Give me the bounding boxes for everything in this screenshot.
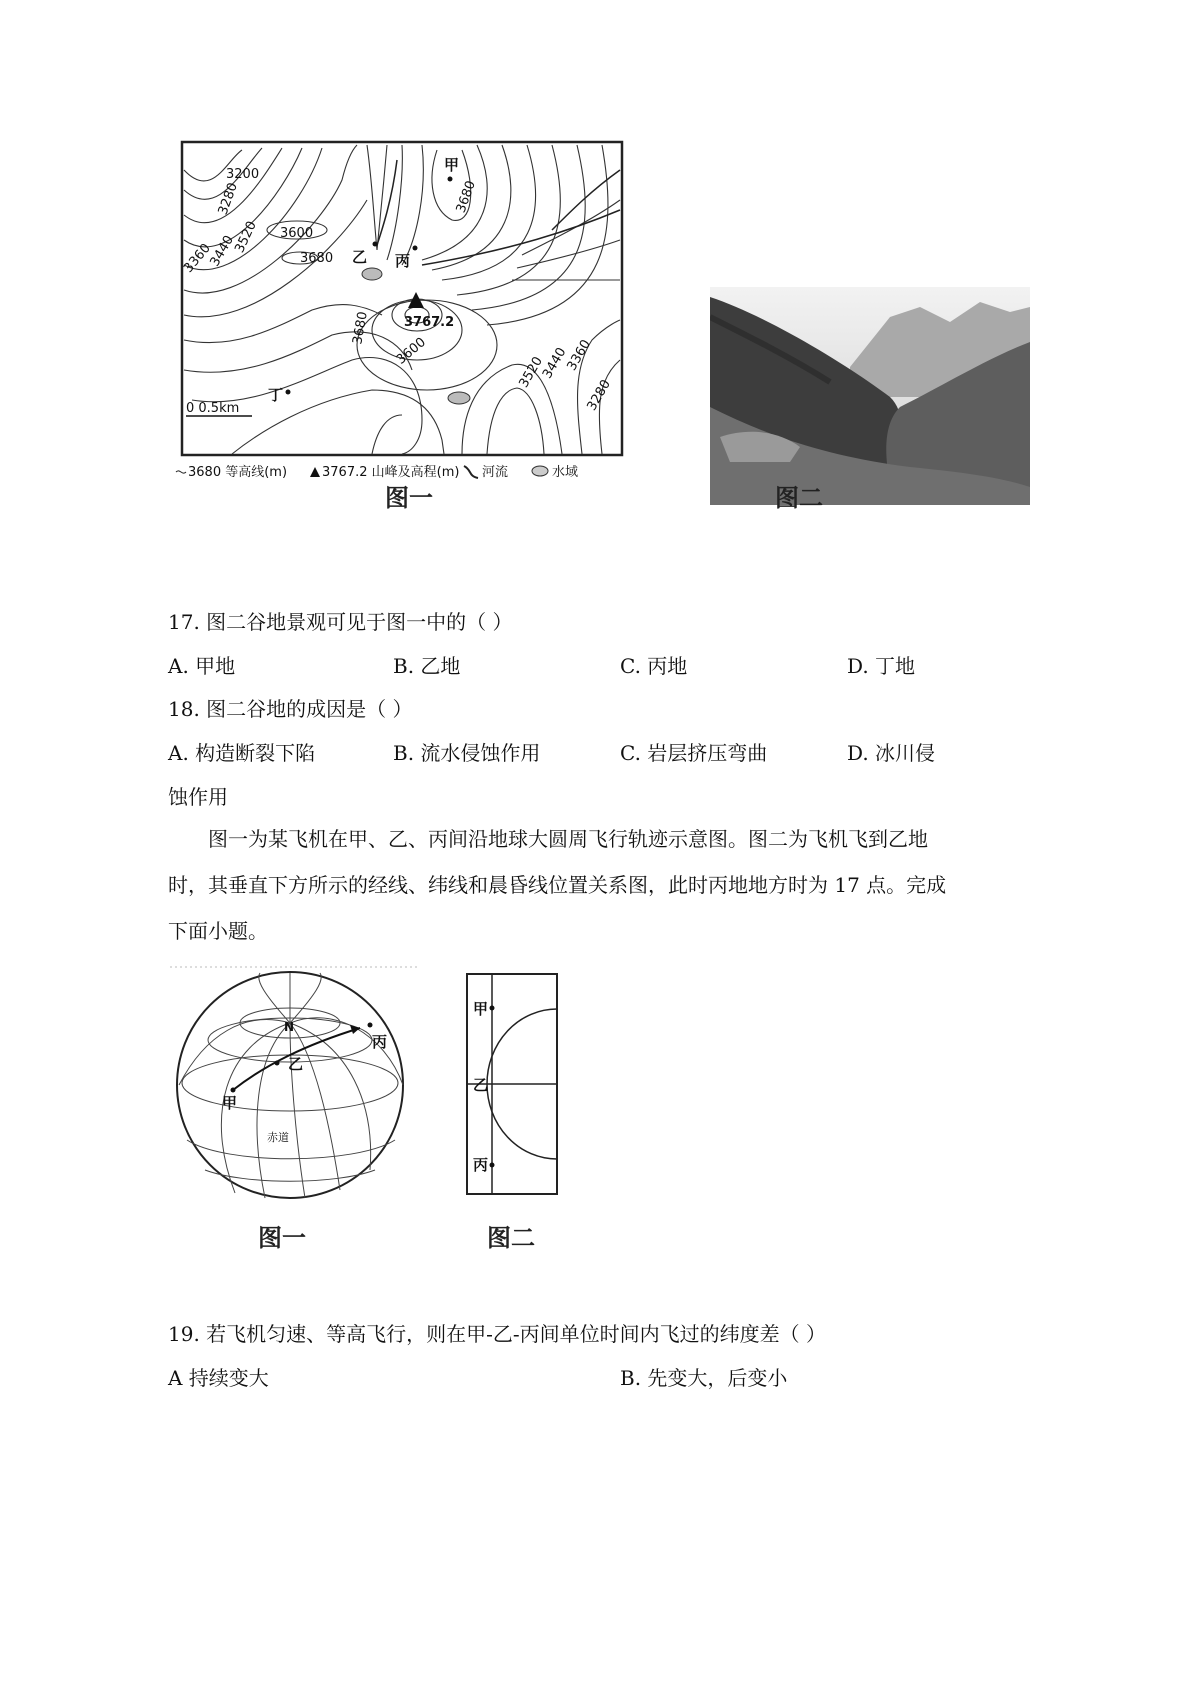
- answer-option: A 持续变大: [168, 1366, 269, 1390]
- answer-option-continuation: 蚀作用: [168, 785, 228, 809]
- place-label-bing: 丙: [395, 252, 411, 270]
- peak-elevation-label: 3767.2: [404, 315, 455, 330]
- contour-label: 3360: [181, 240, 214, 276]
- answer-option: D. 丁地: [847, 654, 916, 678]
- legend-water-text: 水域: [552, 465, 579, 480]
- place-label-jia: 甲: [444, 156, 460, 174]
- legend-contour-text: 3680 等高线(m): [188, 465, 288, 480]
- panel-label-bing: 丙: [473, 1156, 489, 1174]
- answer-option: B. 先变大，后变小: [620, 1366, 788, 1390]
- globe-label-bing: 丙: [372, 1033, 388, 1051]
- contour-label: 3440: [539, 345, 570, 382]
- place-label-yi: 乙: [352, 248, 368, 266]
- answer-option: D. 冰川侵: [847, 741, 936, 765]
- contour-label: 3440: [207, 233, 238, 270]
- contour-label: 3520: [516, 354, 547, 391]
- equator-label: 赤道: [267, 1131, 289, 1144]
- map-legend: [176, 464, 578, 480]
- answer-option: B. 流水侵蚀作用: [393, 741, 541, 765]
- contour-label: 3360: [564, 337, 595, 374]
- globe-diagram: [165, 965, 425, 1205]
- valley-photo: [710, 287, 1030, 505]
- contour-map: [172, 140, 632, 500]
- answer-option: C. 丙地: [620, 654, 688, 678]
- contour-label: 3680: [350, 310, 371, 346]
- legend-river-text: 河流: [482, 465, 509, 480]
- contour-label: 3200: [226, 167, 260, 182]
- scale-bar-label: 0 0.5km: [186, 401, 240, 416]
- passage-text: 图一为某飞机在甲、乙、丙间沿地球大圆周飞行轨迹示意图。图二为飞机飞到乙地时，其垂直下方所示的经线、纬线和晨昏线位置关系图，此时丙地地方时为 17 点。完成下面小题。: [168, 827, 947, 943]
- contour-label: 3280: [215, 180, 242, 218]
- legend-peak-text: 3767.2 山峰及高程(m): [322, 465, 460, 480]
- meridian-panel-diagram: [462, 972, 562, 1197]
- panel-label-yi: 乙: [473, 1076, 489, 1094]
- answer-option: A. 甲地: [168, 654, 236, 678]
- contour-label: 3600: [393, 334, 429, 368]
- contour-label: 3280: [584, 377, 615, 414]
- globe-label-yi: 乙: [288, 1055, 304, 1073]
- globe-label-jia: 甲: [222, 1094, 238, 1112]
- figure-caption-1: 图一: [258, 1224, 306, 1252]
- question-stem: 19. 若飞机匀速、等高飞行，则在甲-乙-丙间单位时间内飞过的纬度差（ ）: [168, 1322, 827, 1346]
- figure-caption-1: 图一: [385, 484, 433, 512]
- panel-label-jia: 甲: [473, 1000, 489, 1018]
- question-stem: 17. 图二谷地景观可见于图一中的（ ）: [168, 610, 513, 634]
- answer-option: C. 岩层挤压弯曲: [620, 741, 768, 765]
- figure-caption-2: 图二: [775, 484, 823, 512]
- figure-caption-2: 图二: [487, 1224, 535, 1252]
- answer-option: A. 构造断裂下陷: [168, 741, 316, 765]
- contour-label: 3680: [300, 251, 334, 266]
- answer-option: B. 乙地: [393, 654, 461, 678]
- place-label-ding: 丁: [268, 386, 284, 404]
- contour-label: 3600: [280, 226, 314, 241]
- question-stem: 18. 图二谷地的成因是（ ）: [168, 697, 413, 721]
- contour-label: 3520: [232, 218, 260, 256]
- contour-label: 3680: [453, 178, 480, 216]
- north-pole-label: N: [284, 1020, 295, 1034]
